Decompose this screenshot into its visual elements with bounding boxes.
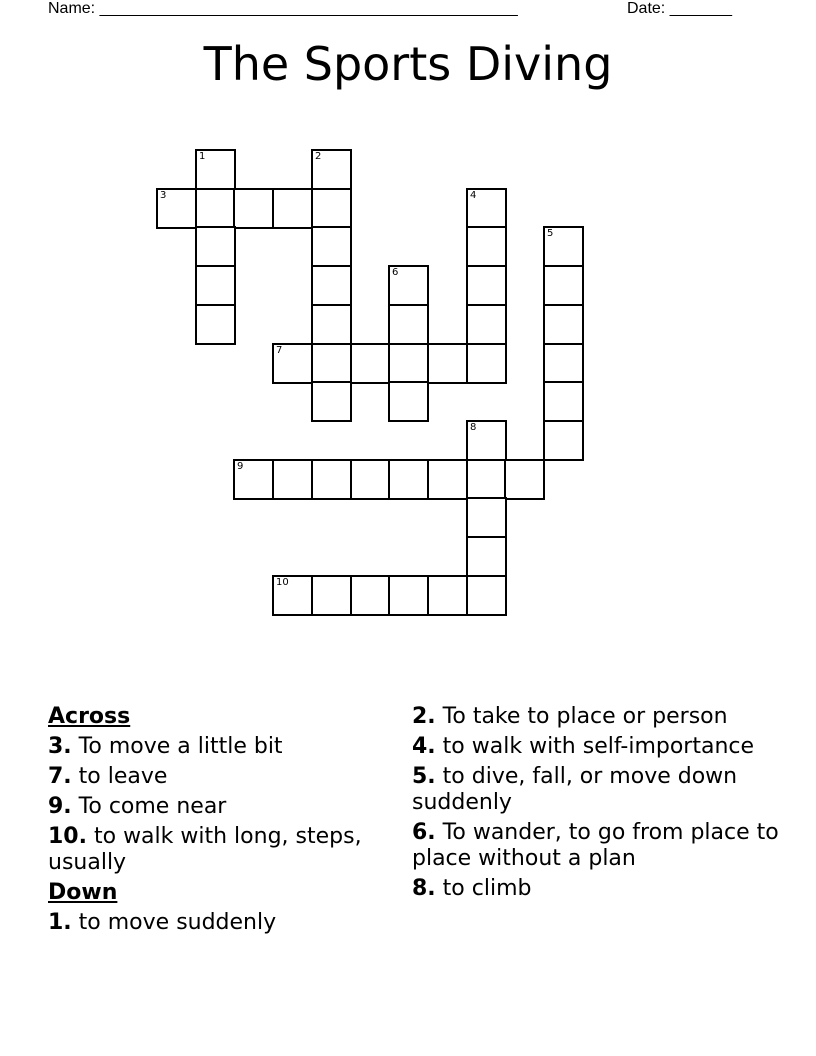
- clues-left-column: [48, 704, 378, 940]
- clue-text: to dive, fall, or move down suddenly: [412, 764, 738, 815]
- cell-number: 8: [470, 422, 477, 433]
- down-clue: [412, 704, 782, 730]
- date-field-label: Date: _______: [627, 0, 732, 17]
- cell-number: 9: [237, 461, 244, 472]
- grid-cell[interactable]: [233, 459, 274, 500]
- across-clue: [48, 824, 378, 876]
- grid-cell[interactable]: [311, 265, 352, 306]
- grid-cell[interactable]: [543, 420, 584, 461]
- grid-cell[interactable]: [543, 343, 584, 384]
- grid-cell[interactable]: [466, 304, 507, 345]
- grid-cell[interactable]: [311, 575, 352, 616]
- clue-text: to walk with self-importance: [442, 734, 755, 759]
- grid-cell[interactable]: [388, 459, 429, 500]
- clue-number: 5.: [412, 764, 436, 789]
- across-clue: [48, 794, 378, 820]
- clue-number: 10.: [48, 824, 87, 849]
- grid-cell[interactable]: [311, 226, 352, 267]
- grid-cell[interactable]: [466, 188, 507, 229]
- down-clue: [48, 910, 378, 936]
- down-clue: [412, 734, 782, 760]
- clue-text: to leave: [78, 764, 168, 789]
- clue-text: to walk with long, steps, usually: [48, 824, 362, 875]
- down-clue: [412, 764, 782, 816]
- across-clue: [48, 764, 378, 790]
- clue-number: 3.: [48, 734, 72, 759]
- grid-cell[interactable]: [543, 226, 584, 267]
- clues-right-column: [412, 704, 782, 906]
- grid-cell[interactable]: [543, 381, 584, 422]
- grid-cell[interactable]: [466, 420, 507, 461]
- clue-number: 9.: [48, 794, 72, 819]
- grid-cell[interactable]: [350, 459, 391, 500]
- grid-cell[interactable]: [504, 459, 545, 500]
- grid-cell[interactable]: [311, 149, 352, 190]
- grid-cell[interactable]: [466, 343, 507, 384]
- grid-cell[interactable]: [233, 188, 274, 229]
- cell-number: 5: [547, 228, 554, 239]
- grid-cell[interactable]: [195, 304, 236, 345]
- clue-number: 2.: [412, 704, 436, 729]
- clue-number: 7.: [48, 764, 72, 789]
- grid-cell[interactable]: [156, 188, 197, 229]
- grid-cell[interactable]: [466, 575, 507, 616]
- cell-number: 2: [315, 151, 322, 162]
- grid-cell[interactable]: [388, 343, 429, 384]
- grid-cell[interactable]: [543, 304, 584, 345]
- grid-cell[interactable]: [466, 536, 507, 577]
- grid-cell[interactable]: [311, 381, 352, 422]
- down-clue: [412, 820, 782, 872]
- grid-cell[interactable]: [388, 265, 429, 306]
- grid-cell[interactable]: [350, 575, 391, 616]
- clue-number: 6.: [412, 820, 436, 845]
- grid-cell[interactable]: [427, 459, 468, 500]
- grid-cell[interactable]: [350, 343, 391, 384]
- grid-cell[interactable]: [311, 343, 352, 384]
- grid-cell[interactable]: [466, 265, 507, 306]
- clue-number: 1.: [48, 910, 72, 935]
- grid-cell[interactable]: [272, 575, 313, 616]
- cell-number: 3: [160, 190, 167, 201]
- cell-number: 4: [470, 190, 477, 201]
- clue-text: To come near: [78, 794, 227, 819]
- page-title: The Sports Diving: [203, 37, 613, 91]
- clue-text: to climb: [442, 876, 532, 901]
- clue-text: To move a little bit: [78, 734, 283, 759]
- cell-number: 7: [276, 345, 283, 356]
- down-heading: Down: [48, 880, 118, 905]
- grid-cell[interactable]: [311, 304, 352, 345]
- grid-cell[interactable]: [272, 188, 313, 229]
- clue-text: To wander, to go from place to place without a plan: [412, 820, 779, 871]
- grid-cell[interactable]: [466, 497, 507, 538]
- clue-text: To take to place or person: [442, 704, 728, 729]
- across-clue: [48, 734, 378, 760]
- across-heading: Across: [48, 704, 131, 729]
- cell-number: 6: [392, 267, 399, 278]
- clue-number: 4.: [412, 734, 436, 759]
- cell-number: 1: [199, 151, 206, 162]
- grid-cell[interactable]: [388, 304, 429, 345]
- grid-cell[interactable]: [272, 343, 313, 384]
- grid-cell[interactable]: [427, 343, 468, 384]
- grid-cell[interactable]: [195, 265, 236, 306]
- grid-cell[interactable]: [195, 188, 236, 229]
- grid-cell[interactable]: [543, 265, 584, 306]
- down-clue: [412, 876, 782, 902]
- cell-number: 10: [276, 577, 289, 588]
- grid-cell[interactable]: [311, 188, 352, 229]
- grid-cell[interactable]: [388, 381, 429, 422]
- grid-cell[interactable]: [388, 575, 429, 616]
- clue-number: 8.: [412, 876, 436, 901]
- grid-cell[interactable]: [272, 459, 313, 500]
- clue-text: to move suddenly: [78, 910, 277, 935]
- grid-cell[interactable]: [311, 459, 352, 500]
- grid-cell[interactable]: [427, 575, 468, 616]
- grid-cell[interactable]: [195, 226, 236, 267]
- grid-cell[interactable]: [466, 459, 507, 500]
- name-field-label: Name: _______________________________________________: [48, 0, 518, 17]
- grid-cell[interactable]: [466, 226, 507, 267]
- grid-cell[interactable]: [195, 149, 236, 190]
